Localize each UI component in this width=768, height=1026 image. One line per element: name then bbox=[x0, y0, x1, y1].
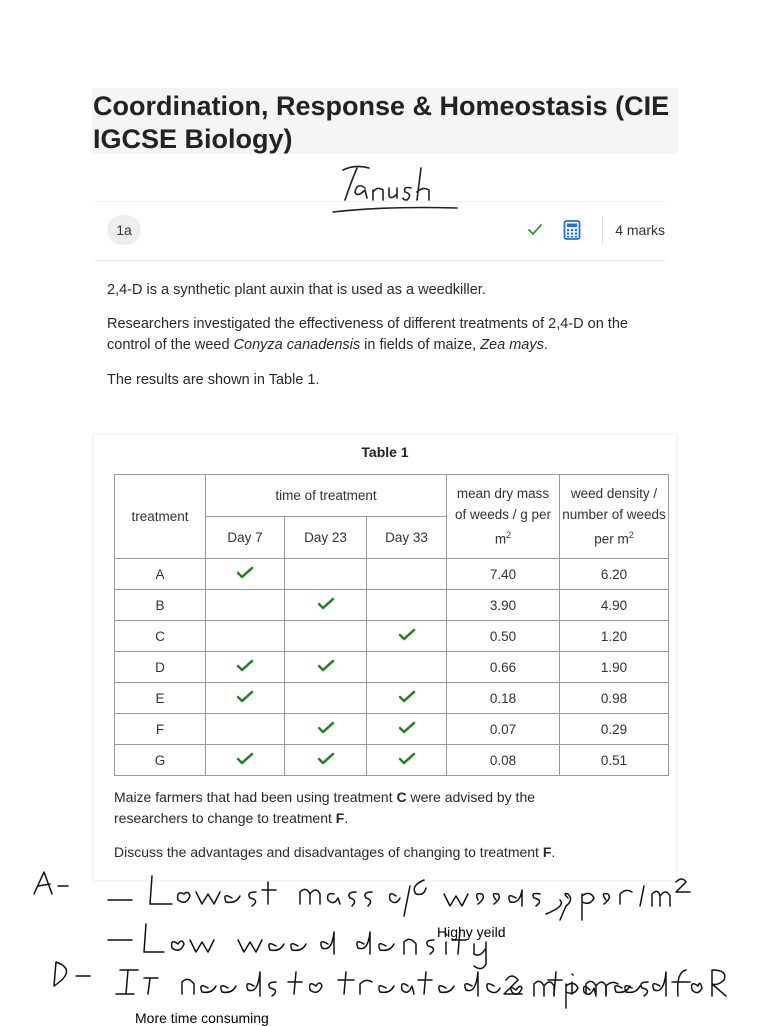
day-cell bbox=[206, 590, 285, 621]
tick-icon bbox=[317, 661, 335, 676]
tick-icon bbox=[398, 754, 416, 769]
results-table bbox=[114, 474, 669, 776]
question-number-pill[interactable]: 1a bbox=[107, 215, 141, 245]
day-cell bbox=[367, 683, 447, 714]
header-day-23: Day 23 bbox=[285, 517, 367, 559]
row-treatment-label: E bbox=[115, 683, 206, 714]
advice-paragraph: Maize farmers that had been using treatment C were advised by the researchers to change to treatment F. bbox=[114, 789, 536, 826]
marks-label: 4 marks bbox=[615, 222, 665, 238]
header-mean-dry-mass: mean dry mass of weeds / g per $m^2$ bbox=[447, 475, 560, 559]
table-row bbox=[115, 621, 669, 652]
table-row bbox=[115, 559, 669, 590]
density-cell: 6.20 bbox=[560, 559, 669, 590]
day-cell bbox=[206, 714, 285, 745]
tick-icon bbox=[236, 568, 254, 583]
table-caption: Table 1 bbox=[361, 444, 409, 460]
tick-icon bbox=[317, 599, 335, 614]
density-cell: 1.90 bbox=[560, 652, 669, 683]
header-day-33: Day 33 bbox=[367, 517, 447, 559]
day-cell bbox=[206, 652, 285, 683]
day-cell bbox=[285, 683, 367, 714]
table-row bbox=[115, 683, 669, 714]
mass-cell: 0.08 bbox=[447, 745, 560, 776]
mass-cell: 3.90 bbox=[447, 590, 560, 621]
question-header bbox=[95, 201, 665, 261]
day-cell bbox=[367, 714, 447, 745]
tick-icon bbox=[236, 692, 254, 707]
day-cell bbox=[206, 683, 285, 714]
density-cell: 0.98 bbox=[560, 683, 669, 714]
day-cell bbox=[285, 652, 367, 683]
day-cell bbox=[285, 621, 367, 652]
day-cell bbox=[367, 621, 447, 652]
mass-cell: 0.50 bbox=[447, 621, 560, 652]
day-cell bbox=[206, 559, 285, 590]
table-row bbox=[115, 652, 669, 683]
density-cell: 4.90 bbox=[560, 590, 669, 621]
day-cell bbox=[206, 745, 285, 776]
header-treatment: treatment bbox=[115, 475, 206, 559]
mass-cell: 7.40 bbox=[447, 559, 560, 590]
row-treatment-label: B bbox=[115, 590, 206, 621]
tick-icon bbox=[398, 692, 416, 707]
tick-icon bbox=[398, 630, 416, 645]
density-cell: 1.20 bbox=[560, 621, 669, 652]
mass-cell: 0.07 bbox=[447, 714, 560, 745]
row-treatment-label: D bbox=[115, 652, 206, 683]
table-row bbox=[115, 714, 669, 745]
header-divider bbox=[602, 216, 603, 244]
density-cell: 0.29 bbox=[560, 714, 669, 745]
row-treatment-label: C bbox=[115, 621, 206, 652]
mass-cell: 0.66 bbox=[447, 652, 560, 683]
header-day-7: Day 7 bbox=[206, 517, 285, 559]
typed-note-yield: Highy yeild bbox=[437, 924, 506, 940]
day-cell bbox=[367, 652, 447, 683]
tick-icon bbox=[398, 723, 416, 738]
table-row bbox=[115, 590, 669, 621]
handwritten-answer bbox=[0, 860, 768, 1020]
table-card bbox=[94, 435, 676, 880]
day-cell bbox=[367, 590, 447, 621]
page-title-banner bbox=[92, 88, 678, 154]
header-time-of-treatment: time of treatment bbox=[206, 475, 447, 517]
table-row bbox=[115, 745, 669, 776]
tick-icon bbox=[236, 754, 254, 769]
tick-icon bbox=[236, 661, 254, 676]
header-weed-density: weed density / number of weeds per $m^2$ bbox=[560, 475, 669, 559]
day-cell bbox=[285, 745, 367, 776]
tick-icon bbox=[317, 723, 335, 738]
row-treatment-label: A bbox=[115, 559, 206, 590]
intro-paragraph-2: Researchers investigated the effectiveness of different treatments of 2,4-D on the control of the weed Conyza canadensis in fields of maize, Zea mays. bbox=[107, 316, 628, 353]
day-cell bbox=[285, 714, 367, 745]
tick-icon bbox=[317, 754, 335, 769]
day-cell bbox=[367, 745, 447, 776]
mass-cell: 0.18 bbox=[447, 683, 560, 714]
typed-note-time: More time consuming bbox=[135, 1010, 269, 1026]
day-cell bbox=[367, 559, 447, 590]
check-icon[interactable] bbox=[525, 220, 545, 245]
day-cell bbox=[285, 590, 367, 621]
density-cell: 0.51 bbox=[560, 745, 669, 776]
day-cell bbox=[285, 559, 367, 590]
intro-paragraph-1: 2,4-D is a synthetic plant auxin that is used as a weedkiller. bbox=[107, 282, 486, 298]
day-cell bbox=[206, 621, 285, 652]
question-prompt: Discuss the advantages and disadvantages of changing to treatment F. bbox=[114, 844, 556, 860]
calculator-icon[interactable] bbox=[563, 220, 581, 245]
row-treatment-label: G bbox=[115, 745, 206, 776]
row-treatment-label: F bbox=[115, 714, 206, 745]
intro-paragraph-3: The results are shown in Table 1. bbox=[107, 372, 320, 388]
page-title: Coordination, Response & Homeostasis (CIE IGCSE Biology) bbox=[93, 91, 670, 154]
